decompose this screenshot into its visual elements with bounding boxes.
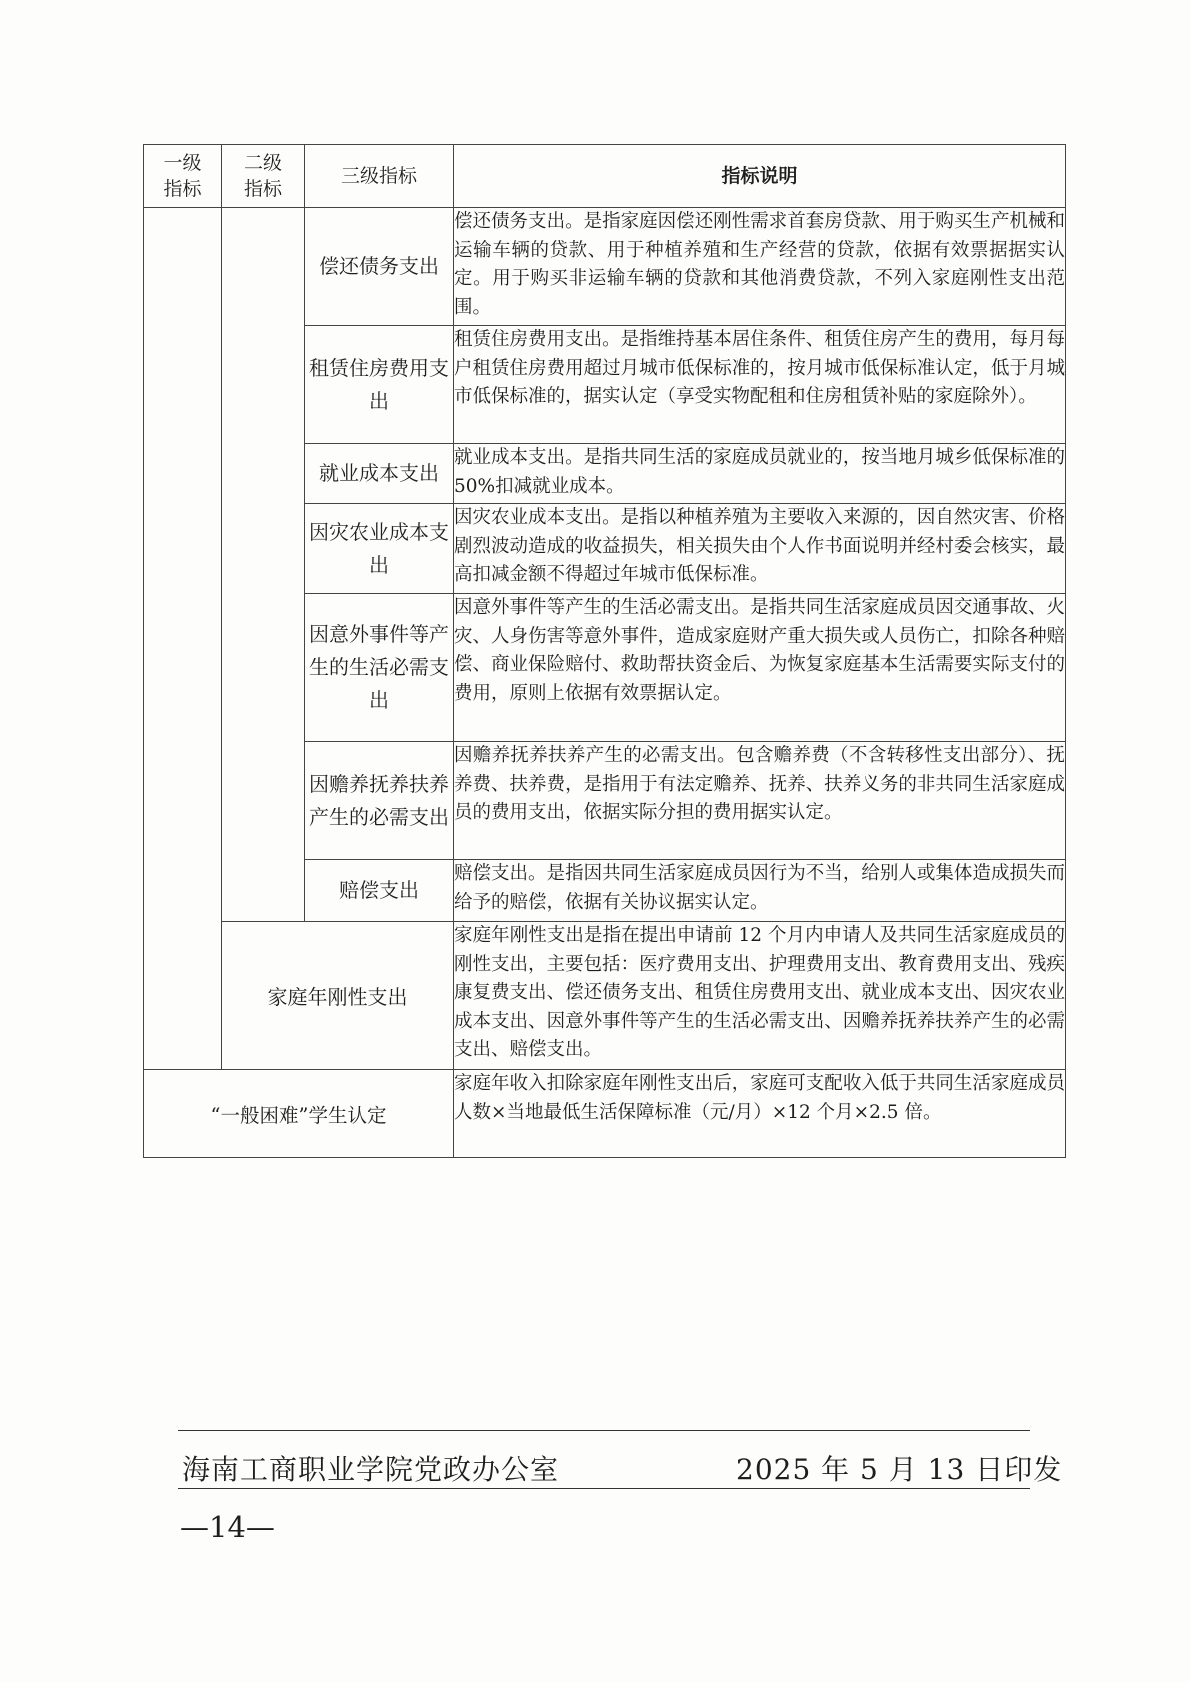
row-name: 因赡养抚养扶养产生的必需支出 (305, 742, 454, 860)
final-desc: 家庭年收入扣除家庭年刚性支出后，家庭可支配收入低于共同生活家庭成员人数×当地最低生活保障标准（元/月）×12 个月×2.5 倍。 (454, 1070, 1066, 1158)
indicator-table (143, 144, 1066, 1158)
final-row (144, 1070, 1066, 1158)
row-desc: 因赡养抚养扶养产生的必需支出。包含赡养费（不含转移性支出部分）、抚养费、扶养费，是指用于有法定赡养、抚养、扶养义务的非共同生活家庭成员的费用支出，依据实际分担的费用据实认定。 (454, 742, 1066, 860)
footer-bottom-rule (178, 1488, 1030, 1489)
level1-cell (144, 208, 222, 1070)
header-level3: 三级指标 (305, 145, 454, 208)
row-desc: 偿还债务支出。是指家庭因偿还刚性需求首套房贷款、用于购买生产机械和运输车辆的贷款、用于种植养殖和生产经营的贷款，依据有效票据据实认定。用于购买非运输车辆的贷款和其他消费贷款，不列入家庭刚性支出范围。 (454, 208, 1066, 326)
summary-row (144, 922, 1066, 1070)
level2-cell (222, 208, 305, 922)
header-description: 指标说明 (454, 145, 1066, 208)
footer-date: 2025 年 5 月 13 日印发 (736, 1453, 1063, 1486)
header-level2: 二级 指标 (222, 145, 305, 208)
row-desc: 因意外事件等产生的生活必需支出。是指共同生活家庭成员因交通事故、火灾、人身伤害等意外事件，造成家庭财产重大损失或人员伤亡，扣除各种赔偿、商业保险赔付、救助帮扶资金后、为恢复家庭基本生活需要实际支付的费用，原则上依据有效票据认定。 (454, 594, 1066, 742)
row-desc: 租赁住房费用支出。是指维持基本居住条件、租赁住房产生的费用，每月每户租赁住房费用超过月城市低保标准的，按月城市低保标准认定，低于月城市低保标准的，据实认定（享受实物配租和住房租赁补贴的家庭除外）。 (454, 326, 1066, 444)
row-name: 偿还债务支出 (305, 208, 454, 326)
row-desc: 就业成本支出。是指共同生活的家庭成员就业的，按当地月城乡低保标准的 50%扣减就业成本。 (454, 444, 1066, 504)
page-number: —14— (180, 1510, 275, 1544)
row-name: 因意外事件等产生的生活必需支出 (305, 594, 454, 742)
table-row (144, 208, 1066, 326)
table-header-row (144, 145, 1066, 208)
footer-top-rule (178, 1430, 1030, 1431)
row-name: 就业成本支出 (305, 444, 454, 504)
header-level1: 一级 指标 (144, 145, 222, 208)
row-desc: 因灾农业成本支出。是指以种植养殖为主要收入来源的，因自然灾害、价格剧烈波动造成的收益损失，相关损失由个人作书面说明并经村委会核实，最高扣减金额不得超过年城市低保标准。 (454, 504, 1066, 594)
row-name: 因灾农业成本支出 (305, 504, 454, 594)
row-name: 赔偿支出 (305, 860, 454, 922)
row-name: 租赁住房费用支出 (305, 326, 454, 444)
summary-name: 家庭年刚性支出 (222, 922, 454, 1070)
row-desc: 赔偿支出。是指因共同生活家庭成员因行为不当，给别人或集体造成损失而给予的赔偿，依据有关协议据实认定。 (454, 860, 1066, 922)
final-name: “一般困难”学生认定 (144, 1070, 454, 1158)
footer-issuer: 海南工商职业学院党政办公室 (182, 1453, 560, 1486)
summary-desc: 家庭年刚性支出是指在提出申请前 12 个月内申请人及共同生活家庭成员的刚性支出，主要包括：医疗费用支出、护理费用支出、教育费用支出、残疾康复费支出、偿还债务支出、租赁住房费用支出、就业成本支出、因灾农业成本支出、因意外事件等产生的生活必需支出、因赡养抚养扶养产生的必需支出、赔偿支出。 (454, 922, 1066, 1070)
